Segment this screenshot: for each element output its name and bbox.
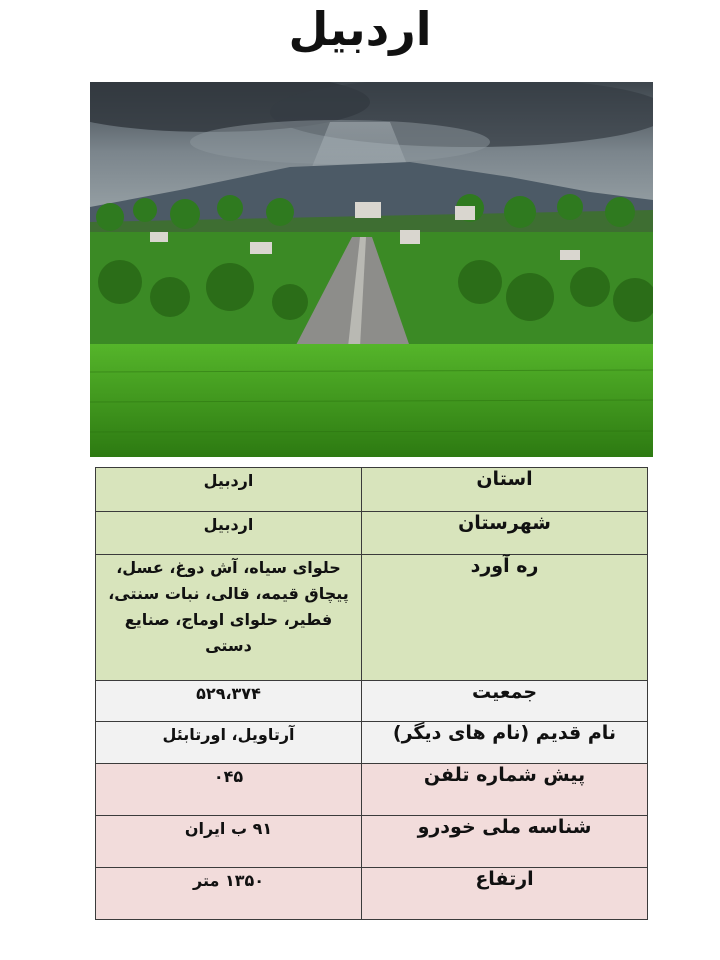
row-label: استان	[362, 468, 648, 512]
row-value: ۱۳۵۰ متر	[96, 868, 362, 920]
table-row	[96, 764, 648, 816]
table-row	[96, 681, 648, 722]
row-label: نام قدیم (نام های دیگر)	[362, 722, 648, 764]
table-row	[96, 468, 648, 512]
row-value: اردبیل	[96, 468, 362, 512]
row-value: اردبیل	[96, 512, 362, 555]
table-row	[96, 555, 648, 681]
row-value: ۹۱ ب ایران	[96, 816, 362, 868]
table-row	[96, 722, 648, 764]
table-row	[96, 868, 648, 920]
table-row	[96, 816, 648, 868]
row-label: شناسه ملی خودرو	[362, 816, 648, 868]
row-value: ۵۲۹،۳۷۴	[96, 681, 362, 722]
row-label: شهرستان	[362, 512, 648, 555]
row-label: پیش شماره تلفن	[362, 764, 648, 816]
landscape-photo	[90, 82, 653, 457]
table-row	[96, 512, 648, 555]
info-table	[95, 467, 648, 920]
row-label: ره آورد	[362, 555, 648, 681]
row-value: حلوای سیاه، آش دوغ، عسل، پیچاق قیمه، قالی، نبات سنتی، فطیر، حلوای اوماج، صنایع دستی	[96, 555, 362, 681]
row-label: جمعیت	[362, 681, 648, 722]
row-label: ارتفاع	[362, 868, 648, 920]
row-value: آرتاویل، اورتابئل	[96, 722, 362, 764]
row-value: ۰۴۵	[96, 764, 362, 816]
page-title: اردبیل	[288, 2, 432, 56]
